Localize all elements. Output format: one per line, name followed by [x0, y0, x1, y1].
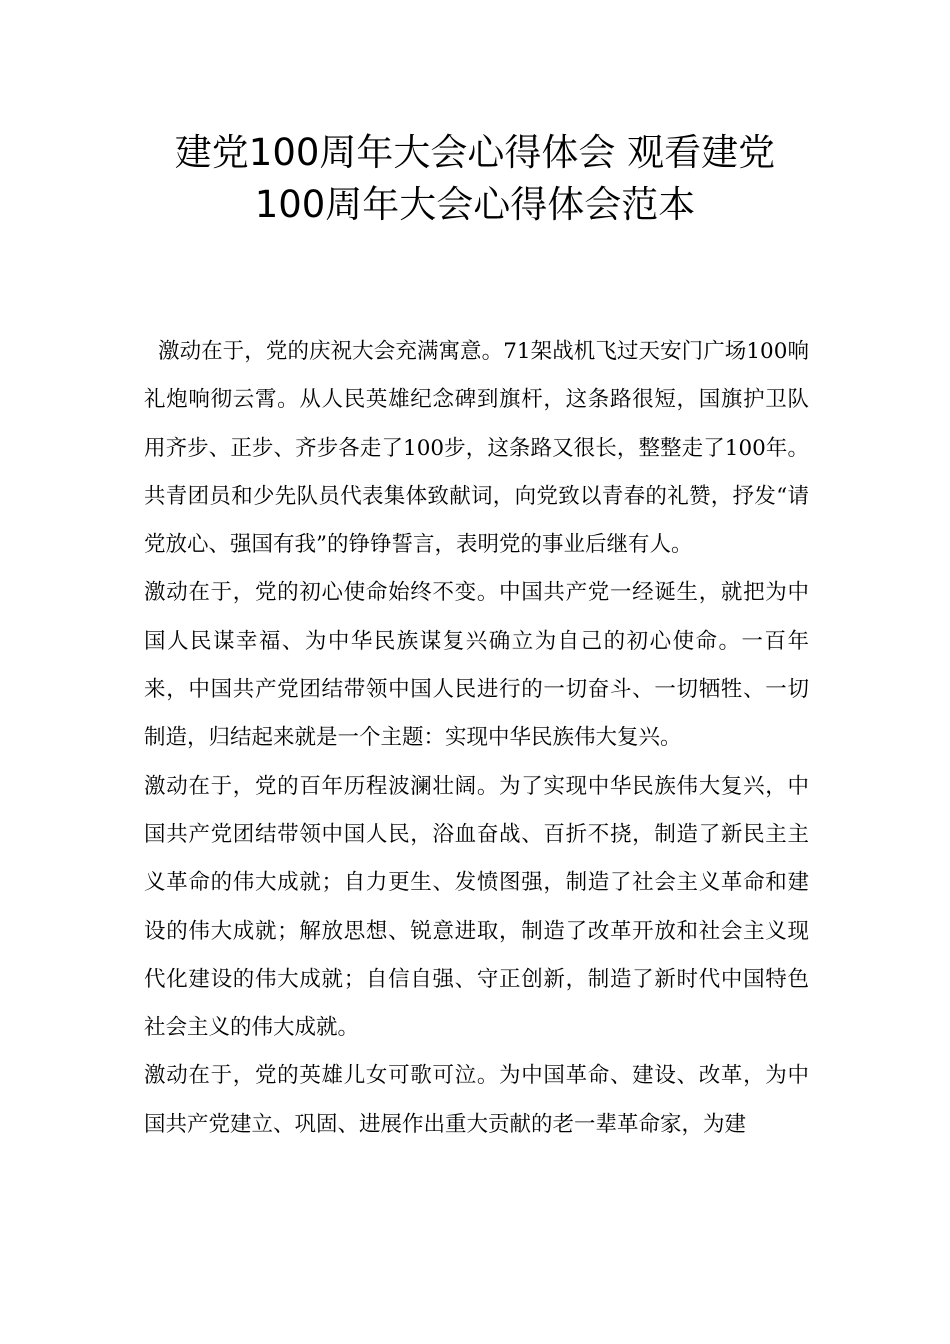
document-title-line-1: 建党100周年大会心得体会 观看建党 — [174, 131, 776, 174]
document-title-line-2: 100周年大会心得体会范本 — [254, 183, 696, 226]
body-paragraph: 激动在于，党的百年历程波澜壮阔。为了实现中华民族伟大复兴，中国共产党团结带领中国人民，浴血奋战、百折不挠，制造了新民主主义革命的伟大成就；自力更生、发愤图强，制造了社会主义革命和建设的伟大成就；解放思想、锐意进取，制造了改革开放和社会主义现代化建设的伟大成就；自信自强、守正创新，制造了新时代中国特色社会主义的伟大成就。 — [144, 773, 809, 1041]
document-body — [144, 328, 809, 1149]
body-paragraph: 激动在于，党的庆祝大会充满寓意。71架战机飞过天安门广场100响礼炮响彻云霄。从人民英雄纪念碑到旗杆，这条路很短，国旗护卫队用齐步、正步、齐步各走了100步，这条路又很长，整整走了100年。共青团员和少先队员代表集体致献词，向党致以青春的礼赞，抒发“请党放心、强国有我”的铮铮誓言，表明党的事业后继有人。 — [144, 339, 809, 558]
body-paragraph: 激动在于，党的初心使命始终不变。中国共产党一经诞生，就把为中国人民谋幸福、为中华民族谋复兴确立为自己的初心使命。一百年来，中国共产党团结带领中国人民进行的一切奋斗、一切牺牲、一切制造，归结起来就是一个主题：实现中华民族伟大复兴。 — [144, 580, 809, 751]
body-paragraph: 激动在于，党的英雄儿女可歌可泣。为中国革命、建设、改革，为中国共产党建立、巩固、进展作出重大贡献的老一辈革命家，为建 — [144, 1063, 809, 1137]
